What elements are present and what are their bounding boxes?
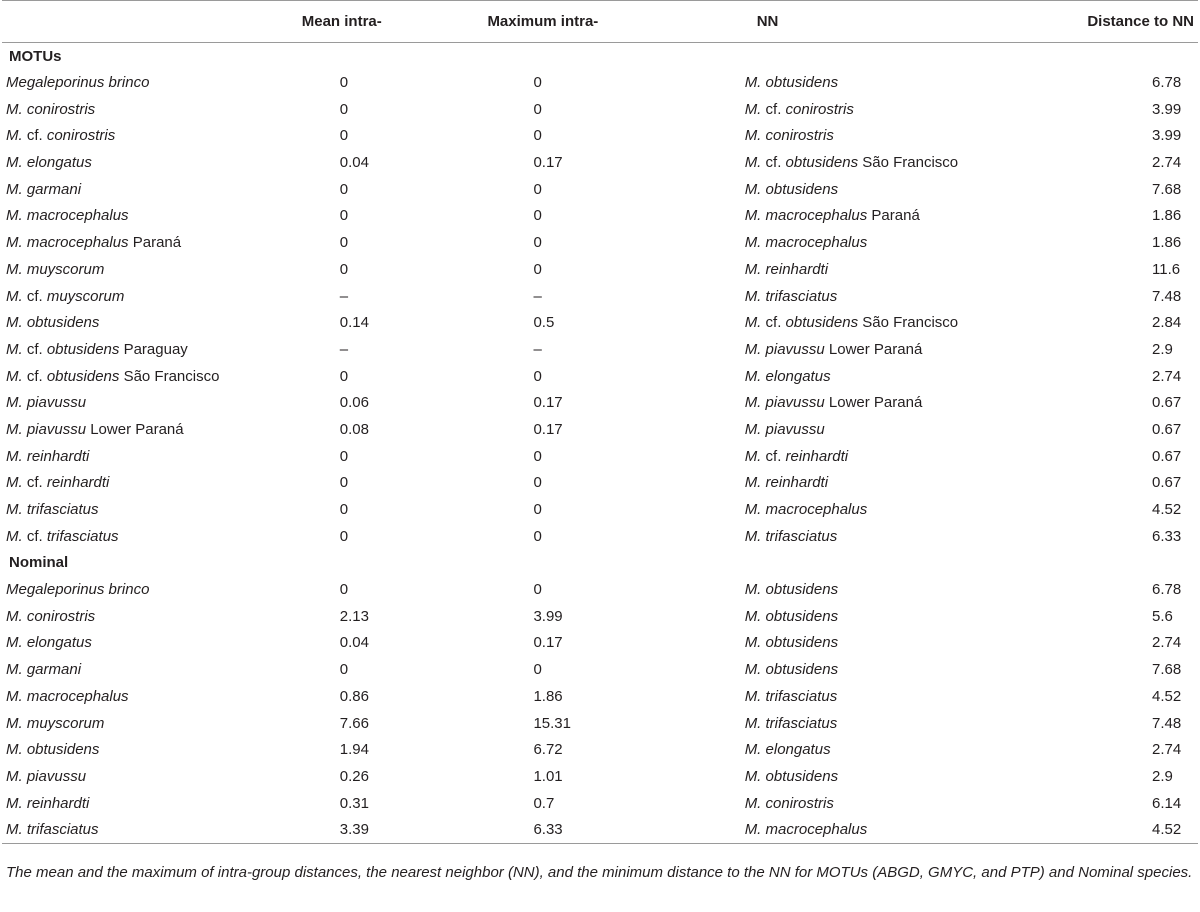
max-intra-cell: 0.5 bbox=[533, 314, 555, 332]
distance-table bbox=[2, 0, 1198, 844]
mean-intra-cell: 0 bbox=[339, 207, 349, 225]
taxon-cell bbox=[2, 149, 298, 176]
taxon-cell bbox=[2, 630, 298, 657]
nn-name: M. obtusidens bbox=[744, 607, 839, 625]
taxon-epithet: muyscorum bbox=[46, 287, 125, 305]
table-row bbox=[2, 229, 1198, 256]
mean-intra-cell: 0 bbox=[339, 474, 349, 492]
mean-intra-cell: 0.08 bbox=[339, 420, 369, 438]
distance-cell bbox=[1087, 710, 1198, 737]
mean-intra-cell: 0 bbox=[339, 527, 349, 545]
taxon-cell bbox=[2, 256, 298, 283]
max-intra-cell: 0.17 bbox=[533, 420, 563, 438]
nn-epithet: reinhardti bbox=[785, 447, 849, 465]
taxon-cell bbox=[2, 363, 298, 390]
distance-cell bbox=[1087, 389, 1198, 416]
taxon-cell bbox=[2, 283, 298, 310]
nn-name: M. obtusidens bbox=[744, 767, 839, 785]
distance-cell bbox=[1087, 470, 1198, 497]
nn-name: M. elongatus bbox=[744, 367, 831, 385]
max-intra-cell: 6.33 bbox=[483, 816, 701, 843]
taxon-qualifier: Lower Paraná bbox=[86, 420, 184, 438]
taxon-qualifier: Paraguay bbox=[119, 340, 188, 358]
taxon-name: M. muyscorum bbox=[6, 260, 105, 278]
distance-value: 5.6 bbox=[1152, 607, 1173, 625]
nn-name: M. reinhardti bbox=[744, 260, 829, 278]
distance-value: 0.67 bbox=[1152, 447, 1182, 465]
nn-name: M. trifasciatus bbox=[744, 687, 838, 705]
distance-cell bbox=[1087, 683, 1198, 710]
mean-intra-cell: 0 bbox=[339, 367, 349, 385]
taxon-name: M. reinhardti bbox=[6, 447, 90, 465]
table-caption: The mean and the maximum of intra-group distances, the nearest neighbor (NN), and the minimum distance to the NN for MOTUs (ABGD, GMYC, and PTP) and Nominal species. bbox=[6, 864, 1193, 881]
nn-qualifier: São Francisco bbox=[858, 154, 959, 172]
taxon-cell bbox=[2, 443, 298, 470]
mean-intra-cell: – bbox=[339, 287, 349, 305]
taxon-cf: cf. bbox=[22, 127, 47, 145]
distance-value: 7.48 bbox=[1152, 714, 1182, 732]
nn-name: M. conirostris bbox=[744, 127, 834, 145]
taxon-cell bbox=[2, 763, 298, 790]
distance-cell bbox=[1087, 790, 1198, 817]
nn-cell bbox=[702, 256, 1088, 283]
table-row bbox=[2, 96, 1198, 123]
distance-cell bbox=[1087, 123, 1198, 150]
mean-intra-cell: 0.04 bbox=[339, 154, 369, 172]
table-row bbox=[2, 496, 1198, 523]
max-intra-cell: 0 bbox=[533, 74, 542, 92]
header-taxon bbox=[2, 1, 298, 43]
taxon-cell bbox=[2, 683, 298, 710]
distance-value: 4.52 bbox=[1152, 821, 1182, 839]
max-intra-cell: 0 bbox=[533, 474, 542, 492]
mean-intra-cell: 3.39 bbox=[298, 816, 484, 843]
distance-value: 2.74 bbox=[1152, 154, 1182, 172]
distance-cell bbox=[1087, 576, 1198, 603]
distance-value: 2.74 bbox=[1152, 367, 1182, 385]
group-header-row bbox=[2, 43, 1198, 70]
distance-value: 2.9 bbox=[1152, 767, 1173, 785]
nn-name: M. reinhardti bbox=[744, 474, 829, 492]
mean-intra-cell: 0 bbox=[339, 127, 349, 145]
table-row bbox=[2, 203, 1198, 230]
nn-qualifier: Paraná bbox=[867, 207, 920, 225]
taxon-epithet: trifasciatus bbox=[46, 527, 119, 545]
taxon-name: M. elongatus bbox=[6, 634, 92, 652]
max-intra-cell: 1.01 bbox=[533, 767, 563, 785]
nn-qualifier: Lower Paraná bbox=[824, 394, 923, 412]
max-intra-cell: 0 bbox=[533, 100, 542, 118]
taxon-name: M. piavussu bbox=[6, 420, 87, 438]
table-row bbox=[2, 69, 1198, 96]
taxon-cf: cf. bbox=[22, 367, 47, 385]
taxon-name: M. conirostris bbox=[6, 100, 96, 118]
nn-name: M. conirostris bbox=[744, 794, 834, 812]
nn-cell bbox=[702, 309, 1088, 336]
taxon-cell bbox=[2, 710, 298, 737]
max-intra-cell: 0 bbox=[533, 527, 542, 545]
nn-name: M. obtusidens bbox=[744, 180, 839, 198]
table-row bbox=[2, 630, 1198, 657]
mean-intra-cell: 2.13 bbox=[339, 607, 369, 625]
distance-value: 4.52 bbox=[1152, 501, 1182, 519]
mean-intra-cell: 1.94 bbox=[339, 741, 369, 759]
nn-name: M. trifasciatus bbox=[744, 527, 838, 545]
taxon-cell bbox=[2, 123, 298, 150]
taxon-name: Megaleporinus brinco bbox=[6, 581, 150, 599]
distance-cell bbox=[1087, 736, 1198, 763]
taxon-name: M. macrocephalus bbox=[6, 207, 129, 225]
taxon-name: M. obtusidens bbox=[6, 314, 100, 332]
table-row bbox=[2, 443, 1198, 470]
nn-cell bbox=[702, 496, 1088, 523]
distance-value: 3.99 bbox=[1152, 100, 1182, 118]
nn-qualifier: Lower Paraná bbox=[824, 340, 923, 358]
table-row bbox=[2, 763, 1198, 790]
taxon-cell bbox=[2, 309, 298, 336]
distance-value: 7.48 bbox=[1152, 287, 1182, 305]
taxon-cell bbox=[2, 603, 298, 630]
nn-epithet: obtusidens bbox=[785, 154, 859, 172]
taxon-cf: cf. bbox=[22, 527, 47, 545]
distance-cell bbox=[1087, 149, 1198, 176]
max-intra-cell: 0.17 bbox=[533, 154, 563, 172]
nn-cell bbox=[702, 69, 1088, 96]
nn-cell bbox=[702, 523, 1088, 550]
taxon-epithet: obtusidens bbox=[46, 340, 120, 358]
nn-name: M. macrocephalus bbox=[744, 234, 868, 252]
nn-qualifier: cf. bbox=[761, 447, 786, 465]
taxon-cell bbox=[2, 816, 298, 843]
table-row bbox=[2, 736, 1198, 763]
table-row bbox=[2, 283, 1198, 310]
nn-cell bbox=[702, 149, 1088, 176]
mean-intra-cell: 0 bbox=[339, 100, 349, 118]
nn-cell bbox=[702, 336, 1088, 363]
taxon-name: M. elongatus bbox=[6, 154, 92, 172]
taxon-cell bbox=[2, 389, 298, 416]
table-row bbox=[2, 656, 1198, 683]
max-intra-cell: 6.72 bbox=[533, 741, 563, 759]
table-row bbox=[2, 416, 1198, 443]
distance-cell bbox=[1087, 816, 1198, 843]
nn-name: M. trifasciatus bbox=[744, 287, 838, 305]
nn-cell bbox=[702, 443, 1088, 470]
taxon-name: M. trifasciatus bbox=[6, 501, 99, 519]
nn-cell bbox=[702, 710, 1088, 737]
nn-name: M. piavussu bbox=[744, 394, 825, 412]
distance-value: 1.86 bbox=[1152, 234, 1182, 252]
distance-cell bbox=[1087, 203, 1198, 230]
distance-cell bbox=[1087, 523, 1198, 550]
header-distance-to-nn: Distance to NN bbox=[1087, 1, 1198, 43]
nn-cell bbox=[702, 389, 1088, 416]
taxon-cell bbox=[2, 470, 298, 497]
nn-cell bbox=[702, 363, 1088, 390]
taxon-cell bbox=[2, 790, 298, 817]
nn-cell bbox=[702, 229, 1088, 256]
mean-intra-cell: 0 bbox=[339, 501, 349, 519]
taxon-cell bbox=[2, 96, 298, 123]
nn-qualifier: cf. bbox=[761, 314, 786, 332]
distance-cell bbox=[1087, 229, 1198, 256]
taxon-cell bbox=[2, 69, 298, 96]
distance-value: 6.14 bbox=[1152, 794, 1182, 812]
header-max-intra: Maximum intra- bbox=[483, 1, 701, 43]
nn-cell bbox=[702, 203, 1088, 230]
distance-value: 0.67 bbox=[1152, 420, 1182, 438]
taxon-genus: M. bbox=[6, 340, 23, 358]
distance-cell bbox=[1087, 630, 1198, 657]
taxon-genus: M. bbox=[6, 367, 23, 385]
taxon-cf: cf. bbox=[22, 474, 47, 492]
taxon-name: M. macrocephalus bbox=[6, 687, 129, 705]
mean-intra-cell: 0.86 bbox=[339, 687, 369, 705]
group-label: Nominal bbox=[9, 554, 69, 572]
nn-cell bbox=[702, 283, 1088, 310]
taxon-cell bbox=[2, 336, 298, 363]
nn-qualifier: cf. bbox=[761, 100, 786, 118]
taxon-name: M. macrocephalus bbox=[6, 234, 129, 252]
mean-intra-cell: 7.66 bbox=[339, 714, 369, 732]
mean-intra-cell: 0 bbox=[339, 581, 349, 599]
header-mean-intra: Mean intra- bbox=[298, 1, 484, 43]
taxon-name: M. trifasciatus bbox=[6, 821, 99, 839]
table-row bbox=[2, 683, 1198, 710]
nn-name: M. piavussu bbox=[744, 420, 825, 438]
nn-name: M. obtusidens bbox=[744, 74, 839, 92]
nn-cell bbox=[702, 816, 1088, 843]
mean-intra-cell: 0.31 bbox=[339, 794, 369, 812]
taxon-epithet: reinhardti bbox=[46, 474, 110, 492]
taxon-genus: M. bbox=[6, 527, 23, 545]
distance-cell bbox=[1087, 283, 1198, 310]
nn-cell bbox=[702, 683, 1088, 710]
nn-qualifier: São Francisco bbox=[858, 314, 959, 332]
max-intra-cell: 0 bbox=[533, 447, 542, 465]
distance-cell bbox=[1087, 256, 1198, 283]
max-intra-cell: 3.99 bbox=[533, 607, 563, 625]
nn-cell bbox=[702, 790, 1088, 817]
header-row bbox=[2, 1, 1198, 43]
taxon-name: M. obtusidens bbox=[6, 741, 100, 759]
distance-cell bbox=[1087, 416, 1198, 443]
table-row bbox=[2, 176, 1198, 203]
max-intra-cell: 1.86 bbox=[533, 687, 563, 705]
taxon-name: Megaleporinus brinco bbox=[6, 74, 150, 92]
nn-name: M. macrocephalus bbox=[744, 207, 868, 225]
group-header-row bbox=[2, 550, 1198, 577]
taxon-name: M. conirostris bbox=[6, 607, 96, 625]
taxon-cf: cf. bbox=[22, 340, 47, 358]
nn-qualifier: cf. bbox=[761, 154, 786, 172]
nn-cell bbox=[702, 763, 1088, 790]
distance-value: 0.67 bbox=[1152, 474, 1182, 492]
max-intra-cell: 15.31 bbox=[533, 714, 571, 732]
nn-epithet: obtusidens bbox=[785, 314, 859, 332]
taxon-cell bbox=[2, 229, 298, 256]
max-intra-cell: 0 bbox=[533, 260, 542, 278]
max-intra-cell: 0 bbox=[533, 180, 542, 198]
mean-intra-cell: 0 bbox=[339, 447, 349, 465]
nn-cell bbox=[702, 416, 1088, 443]
distance-cell bbox=[1087, 763, 1198, 790]
distance-cell bbox=[1087, 363, 1198, 390]
taxon-epithet: conirostris bbox=[46, 127, 116, 145]
mean-intra-cell: 0 bbox=[339, 234, 349, 252]
nn-name: M. bbox=[744, 314, 762, 332]
mean-intra-cell: – bbox=[339, 340, 349, 358]
max-intra-cell: – bbox=[533, 287, 542, 305]
header-nn: NN bbox=[702, 1, 1088, 43]
distance-cell bbox=[1087, 69, 1198, 96]
distance-value: 4.52 bbox=[1152, 687, 1182, 705]
mean-intra-cell: 0 bbox=[339, 661, 349, 679]
distance-value: 3.99 bbox=[1152, 127, 1182, 145]
mean-intra-cell: 0.06 bbox=[339, 394, 369, 412]
distance-cell bbox=[1087, 176, 1198, 203]
nn-name: M. macrocephalus bbox=[744, 501, 868, 519]
distance-cell bbox=[1087, 656, 1198, 683]
taxon-cell bbox=[2, 736, 298, 763]
taxon-name: M. muyscorum bbox=[6, 714, 105, 732]
max-intra-cell: 0 bbox=[533, 234, 542, 252]
taxon-cell bbox=[2, 523, 298, 550]
table-row bbox=[2, 790, 1198, 817]
nn-name: M. obtusidens bbox=[744, 581, 839, 599]
group-label: MOTUs bbox=[9, 47, 62, 65]
distance-value: 6.78 bbox=[1152, 581, 1182, 599]
taxon-name: M. reinhardti bbox=[6, 794, 90, 812]
nn-cell bbox=[702, 96, 1088, 123]
max-intra-cell: 0.17 bbox=[533, 634, 563, 652]
nn-cell bbox=[702, 630, 1088, 657]
table-row bbox=[2, 309, 1198, 336]
distance-value: 7.68 bbox=[1152, 180, 1182, 198]
taxon-genus: M. bbox=[6, 287, 23, 305]
distance-value: 2.74 bbox=[1152, 741, 1182, 759]
distance-value: 6.33 bbox=[1152, 527, 1182, 545]
max-intra-cell: 0 bbox=[533, 501, 542, 519]
taxon-qualifier: São Francisco bbox=[119, 367, 220, 385]
table-row bbox=[2, 576, 1198, 603]
distance-value: 6.78 bbox=[1152, 74, 1182, 92]
mean-intra-cell: 0.14 bbox=[339, 314, 369, 332]
distance-value: 2.74 bbox=[1152, 634, 1182, 652]
nn-name: M. trifasciatus bbox=[744, 714, 838, 732]
table-row bbox=[2, 336, 1198, 363]
distance-cell bbox=[1087, 603, 1198, 630]
distance-cell bbox=[1087, 496, 1198, 523]
distance-value: 0.67 bbox=[1152, 394, 1182, 412]
table-row bbox=[2, 603, 1198, 630]
max-intra-cell: 0 bbox=[533, 367, 542, 385]
nn-name: M. piavussu bbox=[744, 340, 825, 358]
table-header bbox=[2, 1, 1198, 43]
taxon-cf: cf. bbox=[22, 287, 47, 305]
nn-name: M. obtusidens bbox=[744, 634, 839, 652]
nn-name: M. macrocephalus bbox=[744, 821, 868, 839]
distance-cell bbox=[1087, 96, 1198, 123]
distance-cell bbox=[1087, 309, 1198, 336]
taxon-name: M. garmani bbox=[6, 180, 82, 198]
table-row bbox=[2, 363, 1198, 390]
taxon-name: M. piavussu bbox=[6, 394, 87, 412]
nn-name: M. bbox=[744, 447, 762, 465]
nn-epithet: conirostris bbox=[785, 100, 854, 118]
table-row bbox=[2, 256, 1198, 283]
table-row bbox=[2, 523, 1198, 550]
nn-cell bbox=[702, 603, 1088, 630]
max-intra-cell: 0.7 bbox=[533, 794, 555, 812]
table-row bbox=[2, 470, 1198, 497]
distance-value: 2.9 bbox=[1152, 340, 1173, 358]
max-intra-cell: 0.17 bbox=[533, 394, 563, 412]
mean-intra-cell: 0 bbox=[339, 180, 349, 198]
table-row bbox=[2, 389, 1198, 416]
distance-value: 7.68 bbox=[1152, 661, 1182, 679]
nn-cell bbox=[702, 736, 1088, 763]
max-intra-cell: 0 bbox=[533, 581, 542, 599]
taxon-qualifier: Paraná bbox=[128, 234, 182, 252]
taxon-cell bbox=[2, 203, 298, 230]
taxon-cell bbox=[2, 496, 298, 523]
taxon-name: M. piavussu bbox=[6, 767, 87, 785]
distance-value: 11.6 bbox=[1152, 260, 1181, 278]
mean-intra-cell: 0.26 bbox=[339, 767, 369, 785]
mean-intra-cell: 0 bbox=[339, 260, 349, 278]
nn-cell bbox=[702, 470, 1088, 497]
nn-name: M. bbox=[744, 154, 762, 172]
nn-cell bbox=[702, 576, 1088, 603]
taxon-genus: M. bbox=[6, 474, 23, 492]
nn-cell bbox=[702, 656, 1088, 683]
distance-value: 2.84 bbox=[1152, 314, 1182, 332]
mean-intra-cell: 0.04 bbox=[339, 634, 369, 652]
taxon-name: M. garmani bbox=[6, 661, 82, 679]
mean-intra-cell: 0 bbox=[339, 74, 349, 92]
taxon-cell bbox=[2, 416, 298, 443]
distance-cell bbox=[1087, 336, 1198, 363]
table-body bbox=[2, 43, 1198, 844]
table-row bbox=[2, 816, 1198, 843]
table-row bbox=[2, 710, 1198, 737]
max-intra-cell: 0 bbox=[533, 661, 542, 679]
nn-name: M. bbox=[744, 100, 762, 118]
taxon-epithet: obtusidens bbox=[46, 367, 120, 385]
distance-value: 1.86 bbox=[1152, 207, 1182, 225]
taxon-cell bbox=[2, 576, 298, 603]
taxon-cell bbox=[2, 656, 298, 683]
nn-name: M. elongatus bbox=[744, 741, 831, 759]
nn-cell bbox=[702, 123, 1088, 150]
max-intra-cell: – bbox=[533, 340, 542, 358]
table-row bbox=[2, 123, 1198, 150]
table-row bbox=[2, 149, 1198, 176]
nn-name: M. obtusidens bbox=[744, 661, 839, 679]
taxon-genus: M. bbox=[6, 127, 23, 145]
nn-cell bbox=[702, 176, 1088, 203]
max-intra-cell: 0 bbox=[533, 207, 542, 225]
distance-cell bbox=[1087, 443, 1198, 470]
max-intra-cell: 0 bbox=[533, 127, 542, 145]
taxon-cell bbox=[2, 176, 298, 203]
